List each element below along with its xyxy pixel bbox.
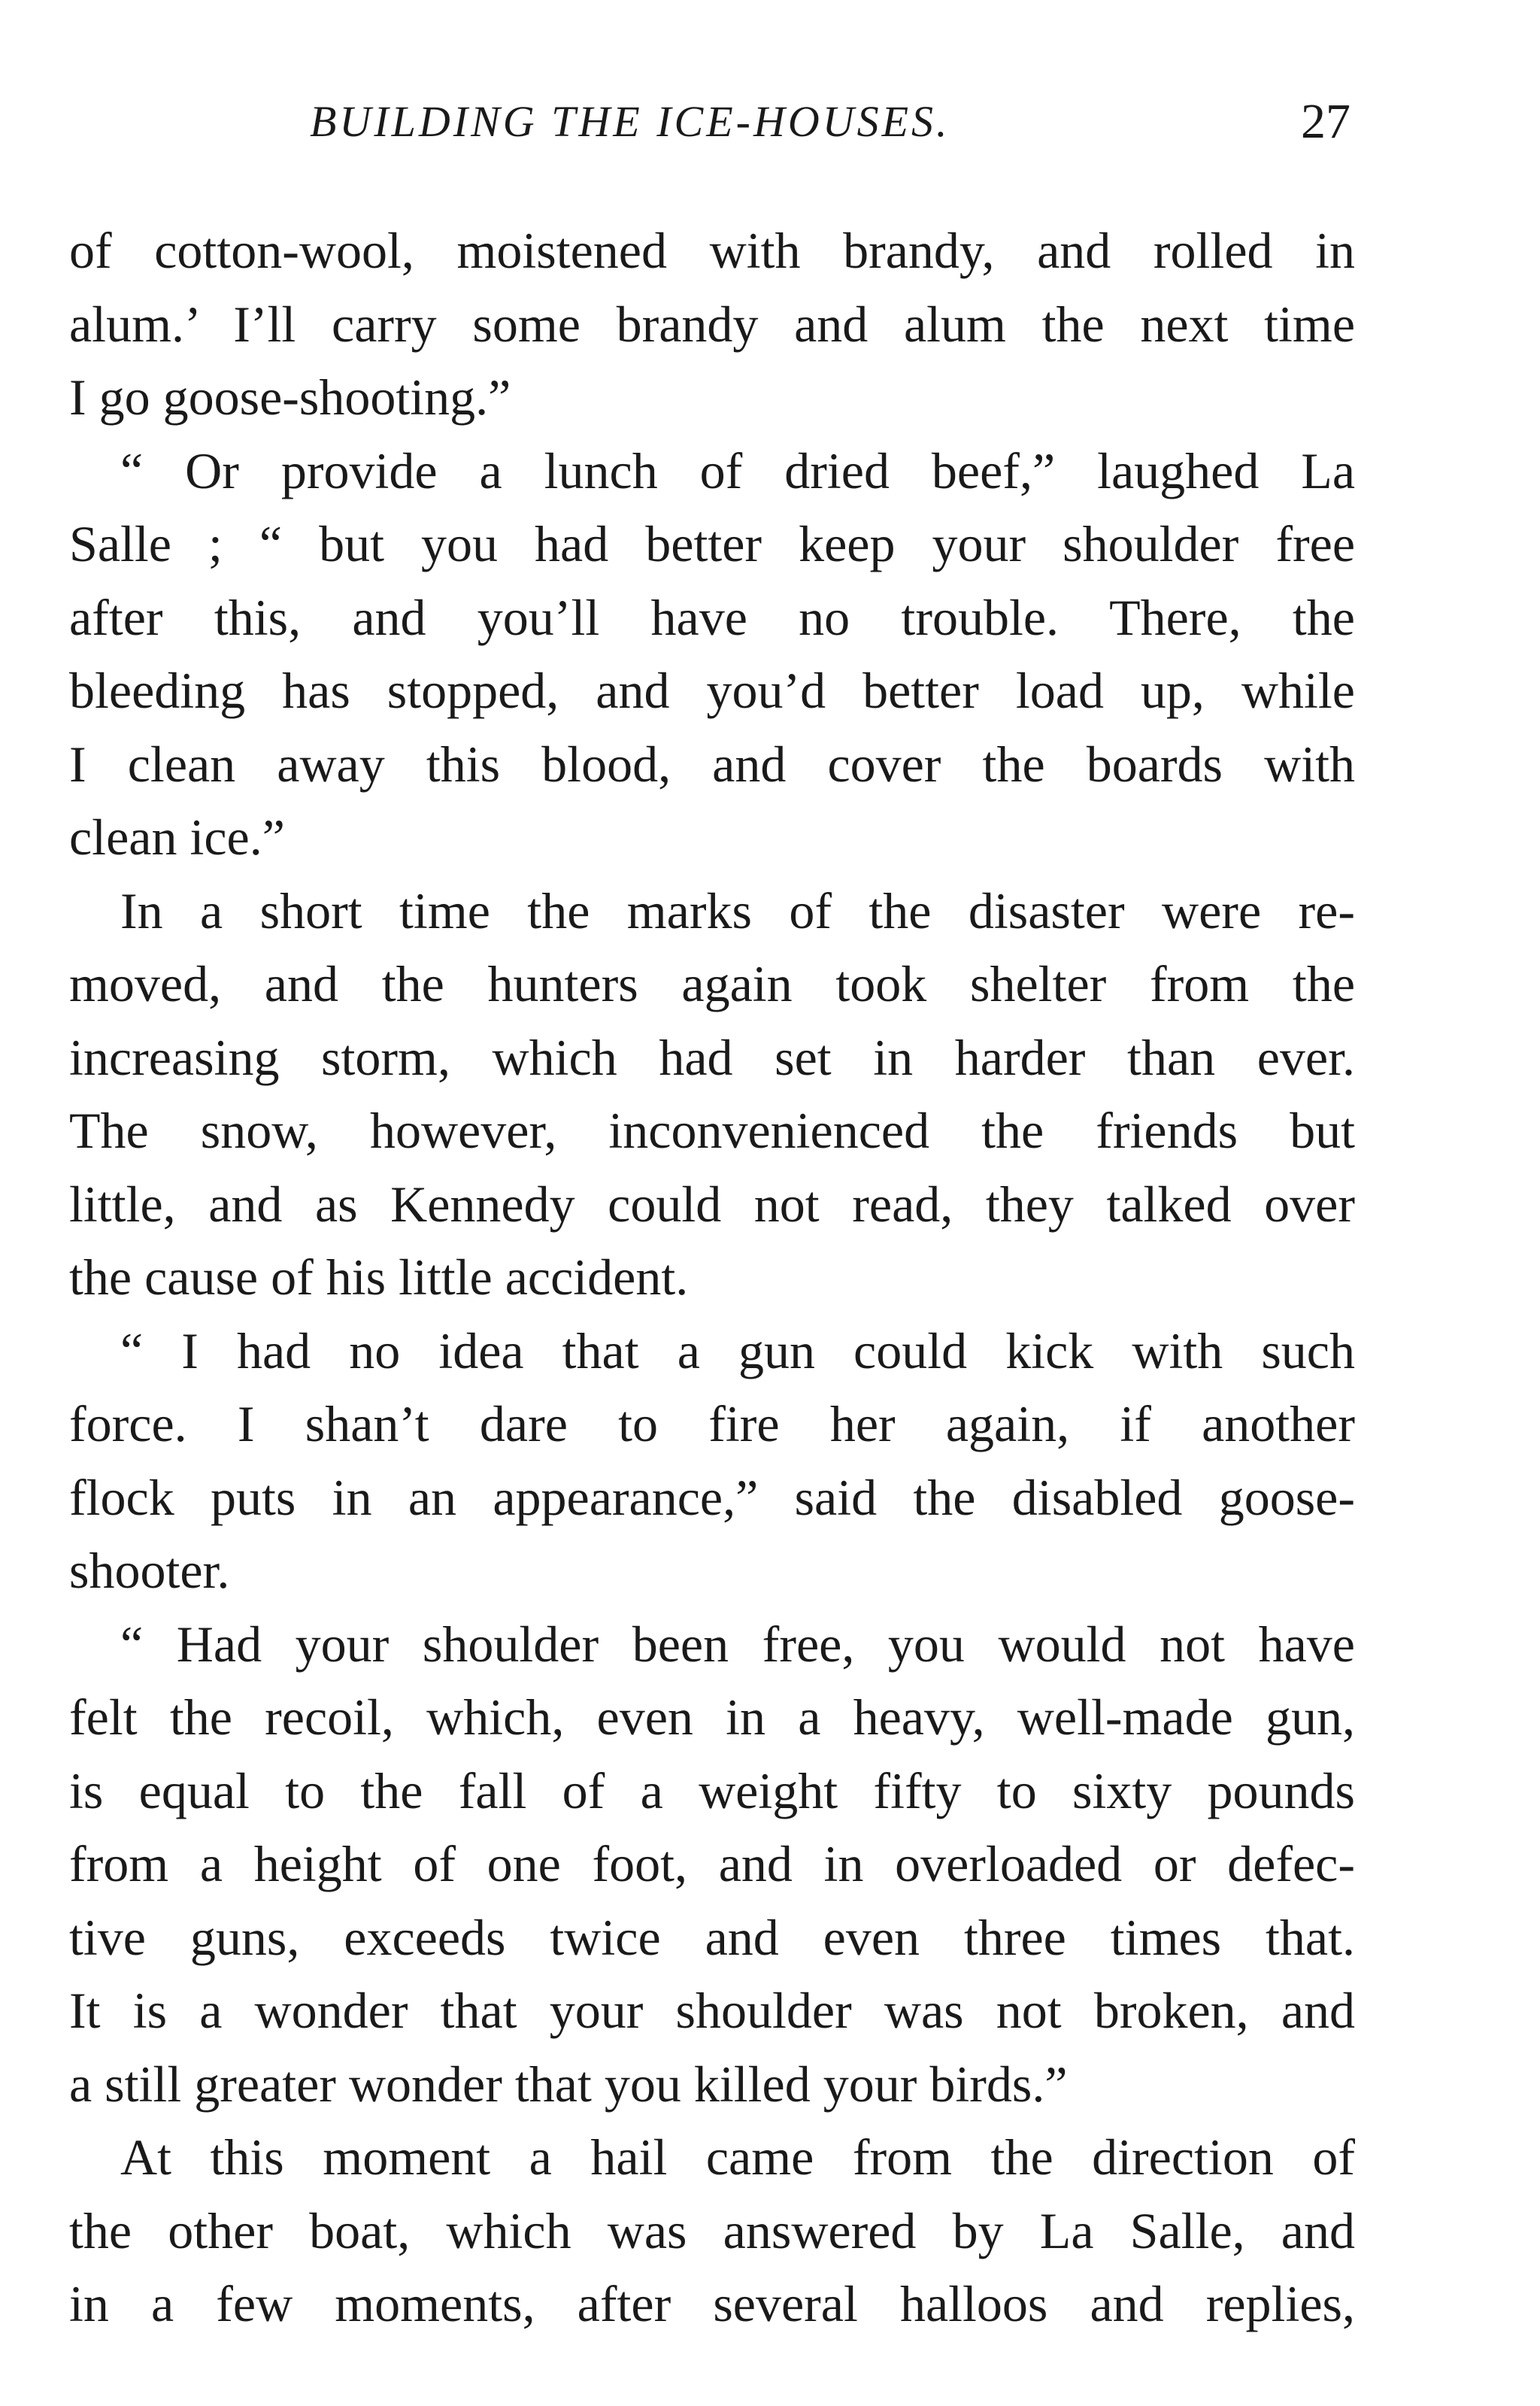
text-line: I go goose-shooting.” xyxy=(69,369,511,426)
running-head: BUILDING THE ICE-HOUSES. xyxy=(310,97,950,146)
text-line: the other boat, which was answered by La Salle, and xyxy=(69,2201,1355,2259)
text-line: from a height of one foot, and in overloaded or defec- xyxy=(69,1835,1355,1892)
text-line: tive guns, exceeds twice and even three times that. xyxy=(69,1908,1355,1966)
text-line: shooter. xyxy=(69,1542,230,1599)
text-line: increasing storm, which had set in harder than ever. xyxy=(69,1028,1355,1086)
page-number: 27 xyxy=(1301,94,1351,149)
text-line: moved, and the hunters again took shelter from the xyxy=(69,955,1355,1012)
text-line: “ Or provide a lunch of dried beef,” laughed La xyxy=(120,441,1355,499)
text-line: a still greater wonder that you killed your birds.” xyxy=(69,2055,1068,2113)
text-line: “ Had your shoulder been free, you would not have xyxy=(120,1615,1355,1673)
text-line: bleeding has stopped, and you’d better load up, while xyxy=(69,662,1355,719)
text-line: after this, and you’ll have no trouble. There, the xyxy=(69,588,1355,646)
text-line: is equal to the fall of a weight fifty to sixty pounds xyxy=(69,1761,1355,1819)
text-line: force. I shan’t dare to fire her again, if another xyxy=(69,1395,1355,1452)
text-line: “ I had no idea that a gun could kick with such xyxy=(120,1321,1355,1379)
text-line: I clean away this blood, and cover the boards with xyxy=(69,735,1355,793)
text-line: alum.’ I’ll carry some brandy and alum the next time xyxy=(69,295,1355,353)
text-line: Salle ; “ but you had better keep your shoulder free xyxy=(69,515,1355,572)
text-line: clean ice.” xyxy=(69,809,285,866)
text-line: the cause of his little accident. xyxy=(69,1249,689,1306)
text-line: It is a wonder that your shoulder was not broken, and xyxy=(69,1982,1355,2039)
text-line: felt the recoil, which, even in a heavy, well-made gun, xyxy=(69,1688,1355,1746)
text-line: The snow, however, inconvenienced the friends but xyxy=(69,1102,1355,1159)
text-line: in a few moments, after several halloos and replies, xyxy=(69,2275,1355,2332)
text-line: In a short time the marks of the disaster were re- xyxy=(120,881,1355,939)
body-text xyxy=(69,214,1355,2341)
text-line: flock puts in an appearance,” said the disabled goose- xyxy=(69,1468,1355,1526)
text-line: little, and as Kennedy could not read, they talked over xyxy=(69,1175,1355,1233)
text-line: of cotton-wool, moistened with brandy, and rolled in xyxy=(69,222,1355,279)
text-line: At this moment a hail came from the direction of xyxy=(120,2128,1355,2186)
